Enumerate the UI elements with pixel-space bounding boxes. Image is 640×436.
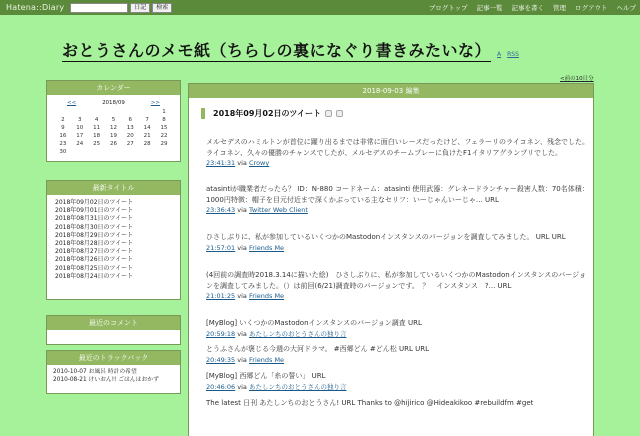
title-row <box>62 38 519 62</box>
calendar-box <box>46 80 181 162</box>
trackback-item[interactable]: 2010-10-07 お風呂 時計の希望 <box>53 369 137 375</box>
calendar-day <box>156 148 173 156</box>
recent-trackbacks-heading: 最近のトラックバック <box>47 351 180 365</box>
calendar-day <box>122 148 139 156</box>
calendar-day <box>71 148 88 156</box>
post-time[interactable]: 23:41:31 <box>206 159 236 167</box>
calendar-day <box>105 108 122 116</box>
calendar-day[interactable]: 9 <box>61 125 65 131</box>
post-item <box>206 137 590 184</box>
via-label: via <box>237 243 247 252</box>
post-time[interactable]: 23:36:43 <box>206 206 236 214</box>
recent-trackbacks-box <box>46 350 181 394</box>
via-label: via <box>237 206 247 214</box>
post-item <box>206 270 590 318</box>
bookmark-icon[interactable] <box>325 110 332 117</box>
post-meta <box>206 329 590 340</box>
recent-titles-box <box>46 180 181 300</box>
rss-link[interactable]: RSS <box>507 51 519 58</box>
post-source[interactable]: Friends Me <box>249 355 285 364</box>
recent-title-item[interactable]: 2018年09月01日のツイート <box>55 207 134 215</box>
post-time[interactable]: 21:57:01 <box>206 243 236 252</box>
post-meta <box>206 243 590 254</box>
calendar-day[interactable]: 15 <box>160 125 168 131</box>
post-source[interactable]: あたしンちのおとうさんの独り言 <box>249 329 347 338</box>
calendar-day[interactable]: 11 <box>93 125 101 131</box>
recent-title-item[interactable]: 2018年08月25日のツイート <box>55 264 134 272</box>
calendar-day[interactable]: 25 <box>93 141 101 147</box>
main-column <box>188 83 594 436</box>
post-text: ひさしぶりに、私が参加しているいくつかのMastodonインスタンスのバージョンを調査してみました。 URL URL <box>206 233 566 241</box>
feed-link[interactable]: A <box>497 51 502 58</box>
calendar-day <box>55 108 72 116</box>
calendar-day[interactable]: 10 <box>76 125 84 131</box>
post-item <box>206 232 590 270</box>
post-item <box>206 371 590 398</box>
calendar-day[interactable]: 7 <box>145 117 149 123</box>
post-text: The latest 日刊 あたしンちのおとうさん! URL Thanks to @hijirico @Hideakikoo #rebuildfm #get <box>206 399 534 407</box>
post-source[interactable]: Friends Me <box>249 243 285 252</box>
calendar-day[interactable]: 12 <box>109 125 117 131</box>
calendar-nav <box>47 95 180 106</box>
calendar-day[interactable]: 17 <box>76 133 84 139</box>
calendar-day[interactable]: 1 <box>162 109 166 115</box>
calendar-day <box>88 108 105 116</box>
calendar-week <box>55 124 173 132</box>
post-source[interactable]: あたしンちのおとうさんの独り言 <box>249 382 347 391</box>
search-input[interactable] <box>70 3 128 13</box>
calendar-day[interactable]: 28 <box>143 141 151 147</box>
nav-blog-top[interactable]: ブログトップ <box>428 4 468 12</box>
post-item <box>206 184 590 232</box>
edit-link[interactable]: 編集 <box>405 87 420 95</box>
calendar-day <box>139 108 156 116</box>
calendar-day <box>71 108 88 116</box>
calendar-day[interactable]: 13 <box>126 125 134 131</box>
post-meta <box>206 382 590 393</box>
via-label: via <box>237 159 247 167</box>
post-item <box>206 398 590 409</box>
nav-admin[interactable]: 管理 <box>553 4 566 12</box>
calendar-day <box>105 148 122 156</box>
recent-title-item[interactable]: 2018年08月28日のツイート <box>55 240 134 248</box>
calendar-day[interactable]: 4 <box>94 117 99 123</box>
recent-comments-box <box>46 315 181 345</box>
diary-search-button[interactable]: 日記 <box>130 3 150 13</box>
via-label: via <box>237 292 247 300</box>
calendar-day <box>139 148 156 156</box>
calendar-day[interactable]: 16 <box>59 133 67 139</box>
search-button[interactable]: 検索 <box>152 3 172 13</box>
calendar-week <box>55 108 173 116</box>
calendar-day[interactable]: 8 <box>162 117 166 123</box>
calendar-day[interactable]: 29 <box>160 141 168 147</box>
recent-title-item[interactable]: 2018年08月29日のツイート <box>55 231 134 239</box>
post-source[interactable]: Crowy <box>249 159 270 167</box>
calendar-day[interactable]: 30 <box>59 149 67 155</box>
recent-title-item[interactable]: 2018年08月27日のツイート <box>55 248 134 256</box>
post-time[interactable]: 20:49:35 <box>206 355 236 364</box>
blog-title[interactable]: おとうさんのメモ紙（ちらしの裏になぐり書きみたいな） <box>62 38 491 62</box>
nav-help[interactable]: ヘルプ <box>616 4 636 12</box>
recent-title-item[interactable]: 2018年08月31日のツイート <box>55 215 134 223</box>
via-label: via <box>237 382 247 391</box>
prev-10-days-link[interactable]: <前の10日分 <box>560 76 594 82</box>
calendar-month: 2018/09 <box>102 100 125 106</box>
post-meta <box>206 205 590 216</box>
date-header-date[interactable]: 2018-09-03 <box>362 87 404 95</box>
calendar-week <box>55 132 173 140</box>
entry-title <box>201 108 593 119</box>
post-item <box>206 318 590 344</box>
recent-titles-heading: 最新タイトル <box>47 181 180 195</box>
post-text: メルセデスのハミルトンが首位に躍り出るまでは非常に面白いレースだったけど、フェラーリのライコネン、残念でした。ライコネン、久々の優勝のチャンスでしたが、メルセデスのチームプレーに負けたF1イタリアグランプリでした。 <box>206 138 589 157</box>
calendar-day[interactable]: 2 <box>61 117 65 123</box>
share-icon[interactable] <box>336 110 343 117</box>
post-list <box>206 137 590 409</box>
calendar-week <box>55 116 173 124</box>
post-meta <box>206 291 590 302</box>
recent-title-item[interactable]: 2018年08月30日のツイート <box>55 223 134 231</box>
via-label: via <box>237 355 247 364</box>
top-nav <box>420 0 636 15</box>
via-label: via <box>237 329 247 338</box>
top-bar <box>0 0 640 15</box>
post-item <box>206 344 590 371</box>
calendar-day[interactable]: 14 <box>143 125 151 131</box>
calendar-day[interactable]: 21 <box>143 133 151 139</box>
post-source[interactable]: Friends Me <box>249 292 285 300</box>
recent-title-item[interactable]: 2018年09月02日のツイート <box>55 199 134 206</box>
recent-title-item[interactable]: 2018年08月24日のツイート <box>55 272 134 280</box>
post-time[interactable]: 20:46:06 <box>206 382 236 391</box>
post-text: [MyBlog] いくつかのMastodonインスタンスのバージョン調査 URL <box>206 319 422 327</box>
calendar-day <box>88 148 105 156</box>
post-meta <box>206 355 590 366</box>
calendar-day[interactable]: 6 <box>128 117 133 123</box>
calendar-day[interactable]: 24 <box>76 141 84 147</box>
calendar-day[interactable]: 5 <box>111 117 116 123</box>
post-time[interactable]: 20:59:18 <box>206 329 236 338</box>
calendar-day[interactable]: 27 <box>126 141 134 147</box>
calendar-day[interactable]: 22 <box>160 133 168 139</box>
entry-title-text[interactable]: 2018年09月02日のツイート <box>213 109 321 118</box>
calendar-week <box>55 148 173 156</box>
recent-comments-heading: 最近のコメント <box>47 316 180 330</box>
calendar-day[interactable]: 26 <box>109 141 117 147</box>
post-source[interactable]: Twitter Web Client <box>249 206 308 214</box>
calendar-day[interactable]: 20 <box>126 133 134 139</box>
calendar-heading: カレンダー <box>47 81 180 95</box>
calendar-grid <box>55 108 173 156</box>
trackback-item[interactable]: 2010-08-21 けいおん!! ごはんはおかず <box>53 377 159 383</box>
post-text: (4回前の調査時2018.3.14に描いた絵) ひさしぶりに、私が参加しているいくつかのMastodonインスタンスのバージョンを調査してみました。（）は前回(6/21)調査時のバージョンです。 ？ インスタンス ?... URL <box>206 271 587 290</box>
calendar-day <box>122 108 139 116</box>
hatena-logo[interactable]: Hatena::Diary <box>6 3 65 12</box>
post-meta <box>206 158 590 169</box>
nav-write-article[interactable]: 記事を書く <box>511 4 544 12</box>
calendar-day[interactable]: 19 <box>109 133 117 139</box>
calendar-prev-link[interactable]: << <box>67 100 77 106</box>
date-header <box>189 84 593 98</box>
post-text: atasintiが職業者だったら？ ID：N-880 コードネーム：atasinti 使用武器：グレネードランチャー殺害人数：70名体積：1000円特徴：帽子を目元付近まで深くかぶっている主なセリフ：いーじゃんいーじゃ… URL <box>206 185 589 204</box>
nav-logout[interactable]: ログアウト <box>575 4 608 12</box>
calendar-week <box>55 140 173 148</box>
post-text: [MyBlog] 西郷どん「糸の誓い」 URL <box>206 372 326 380</box>
post-time[interactable]: 21:01:25 <box>206 292 236 300</box>
calendar-day[interactable]: 3 <box>78 117 82 123</box>
post-text: とうふさんが褒じる今週の大河ドラマ。 #西郷どん #どん松 URL URL <box>206 345 429 353</box>
calendar-day[interactable]: 18 <box>93 133 101 139</box>
nav-article-list[interactable]: 記事一覧 <box>476 4 503 12</box>
calendar-day[interactable]: 23 <box>59 141 67 147</box>
calendar-next-link[interactable]: >> <box>150 100 160 106</box>
recent-title-item[interactable]: 2018年08月26日のツイート <box>55 256 134 264</box>
